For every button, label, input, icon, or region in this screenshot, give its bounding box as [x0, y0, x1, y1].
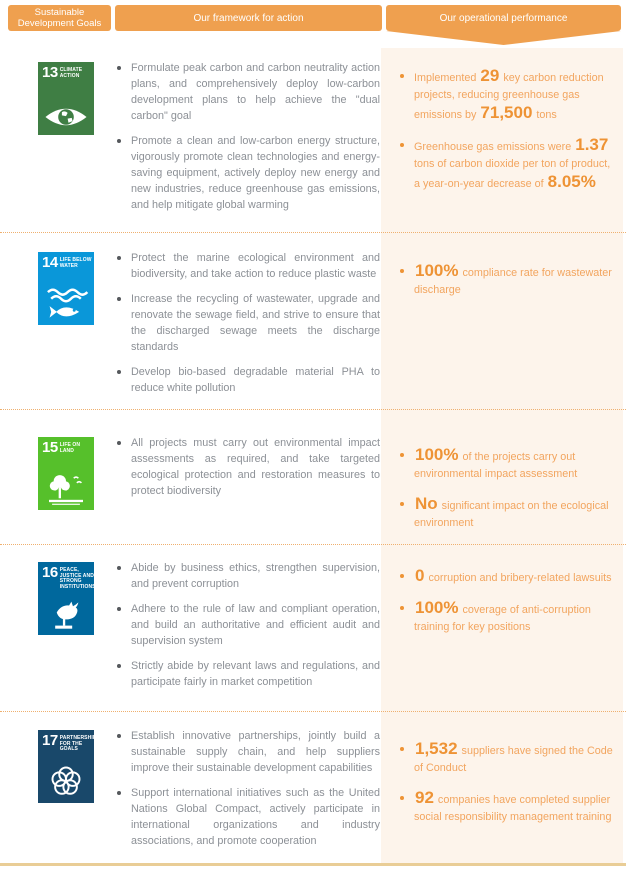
- performance-item: [399, 599, 615, 636]
- action-item: Abide by business ethics, strengthen supervision, and prevent corruption: [115, 560, 380, 592]
- actions-list: [115, 250, 380, 405]
- performance-number: 8.05%: [547, 172, 596, 191]
- goal-title: LIFE ON LAND: [59, 442, 81, 454]
- performance-number: 100%: [415, 261, 459, 280]
- performance-number: 100%: [415, 445, 459, 464]
- dove-gavel-icon: [38, 597, 94, 631]
- performance-number: 29: [480, 66, 500, 85]
- goal-number: 14: [42, 254, 58, 271]
- performance-text: companies have completed supplier social responsibility management training: [414, 794, 612, 823]
- action-item: Protect the marine ecological environment and biodiversity, and take action to reduce plastic waste: [115, 250, 380, 282]
- goal-title: PEACE, JUSTICE AND STRONG INSTITUTIONS: [59, 567, 96, 590]
- goal-number: 16: [42, 564, 58, 581]
- goal-title: CLIMATE ACTION: [59, 67, 83, 79]
- sdg-17-tile: [38, 730, 100, 803]
- performance-number: 100%: [415, 598, 459, 617]
- performance-item: [399, 567, 615, 587]
- interlocking-circles-icon: [38, 763, 94, 799]
- performance-list: [399, 262, 615, 311]
- page-bottom-rule: [0, 863, 626, 866]
- column-header-performance: Our operational performance: [386, 5, 621, 31]
- performance-item: [399, 67, 615, 124]
- performance-item: [399, 789, 615, 826]
- actions-list: [115, 560, 380, 699]
- performance-text: coverage of anti-corruption training for key positions: [414, 604, 591, 633]
- performance-text: suppliers have signed the Code of Conduct: [414, 745, 613, 774]
- performance-list: [399, 67, 615, 205]
- actions-list: [115, 728, 380, 858]
- tree-land-icon: [38, 472, 94, 506]
- goal-title: LIFE BELOW WATER: [59, 257, 92, 269]
- performance-list: [399, 740, 615, 838]
- globe-eye-icon: [38, 103, 94, 131]
- action-item: Develop bio-based degradable material PHA to reduce white pollution: [115, 364, 380, 396]
- goal-title: PARTNERSHIPS FOR THE GOALS: [59, 735, 100, 752]
- goal-number: 13: [42, 64, 58, 81]
- sdg-14-tile: [38, 252, 94, 325]
- header-chevron: [386, 31, 621, 45]
- performance-list: [399, 446, 615, 544]
- performance-text: Implemented: [414, 72, 480, 84]
- fish-waves-icon: [38, 288, 94, 321]
- sdg-15-tile: [38, 437, 94, 510]
- performance-number: 1.37: [575, 135, 609, 154]
- sdg-13-tile: [38, 62, 94, 135]
- performance-number: 92: [415, 788, 434, 807]
- goal-tile-header: [38, 562, 94, 590]
- action-item: Formulate peak carbon and carbon neutrality action plans, and comprehensively deploy low-carbon development plans to help achieve the "dual carbon" goal: [115, 60, 380, 124]
- performance-number: 71,500: [480, 103, 533, 122]
- performance-number: 1,532: [415, 739, 458, 758]
- row-divider: [0, 409, 626, 410]
- performance-text: tons: [533, 109, 557, 121]
- goal-tile-header: [38, 730, 100, 753]
- goal-number: 15: [42, 439, 58, 456]
- actions-list: [115, 435, 380, 508]
- sdg-16-tile: [38, 562, 94, 635]
- performance-list: [399, 567, 615, 648]
- action-item: Increase the recycling of wastewater, upgrade and renovate the sewage field, and strive to ensure that the discharged sewage meets the discharge standards: [115, 291, 380, 355]
- performance-item: [399, 262, 615, 299]
- performance-text: compliance rate for wastewater discharge: [414, 267, 612, 296]
- action-item: Promote a clean and low-carbon energy structure, vigorously promote clean technologies and energy-saving equipment, actively deploy new energy and new industries, reduce greenhouse gas emissions, and help mitigate global warming: [115, 133, 380, 213]
- performance-item: [399, 136, 615, 193]
- performance-text: corruption and bribery-related lawsuits: [425, 572, 612, 584]
- action-item: Support international initiatives such as the United Nations Global Compact, actively participate in international organizations and industry associations, and promote cooperation: [115, 785, 380, 849]
- performance-text: of the projects carry out environmental impact assessment: [414, 451, 578, 480]
- actions-list: [115, 60, 380, 222]
- goal-tile-header: [38, 437, 94, 455]
- performance-number: No: [415, 494, 438, 513]
- performance-item: [399, 495, 615, 532]
- action-item: Strictly abide by relevant laws and regulations, and participate fairly in market competition: [115, 658, 380, 690]
- performance-text: tons of carbon dioxide per ton of product, a year-on-year decrease of: [414, 158, 611, 190]
- performance-text: key carbon reduction projects, reducing greenhouse gas emissions by: [414, 72, 604, 121]
- goal-number: 17: [42, 732, 58, 749]
- performance-item: [399, 740, 615, 777]
- row-divider: [0, 544, 626, 545]
- column-header-framework: Our framework for action: [115, 5, 382, 31]
- row-divider: [0, 711, 626, 712]
- action-item: All projects must carry out environmental impact assessments as required, and take targeted ecological protection and restoration measures to protect biodiversity: [115, 435, 380, 499]
- row-divider: [0, 232, 626, 233]
- goal-tile-header: [38, 252, 94, 270]
- performance-text: significant impact on the ecological environment: [414, 500, 609, 529]
- performance-number: 0: [415, 566, 425, 585]
- action-item: Adhere to the rule of law and compliant operation, and build an authoritative and efficient audit and supervision system: [115, 601, 380, 649]
- goal-tile-header: [38, 62, 94, 80]
- column-header-sdg: Sustainable Development Goals: [8, 5, 111, 31]
- action-item: Establish innovative partnerships, jointly build a sustainable supply chain, and help suppliers improve their sustainable development capabilities: [115, 728, 380, 776]
- performance-item: [399, 446, 615, 483]
- performance-text: Greenhouse gas emissions were: [414, 141, 575, 153]
